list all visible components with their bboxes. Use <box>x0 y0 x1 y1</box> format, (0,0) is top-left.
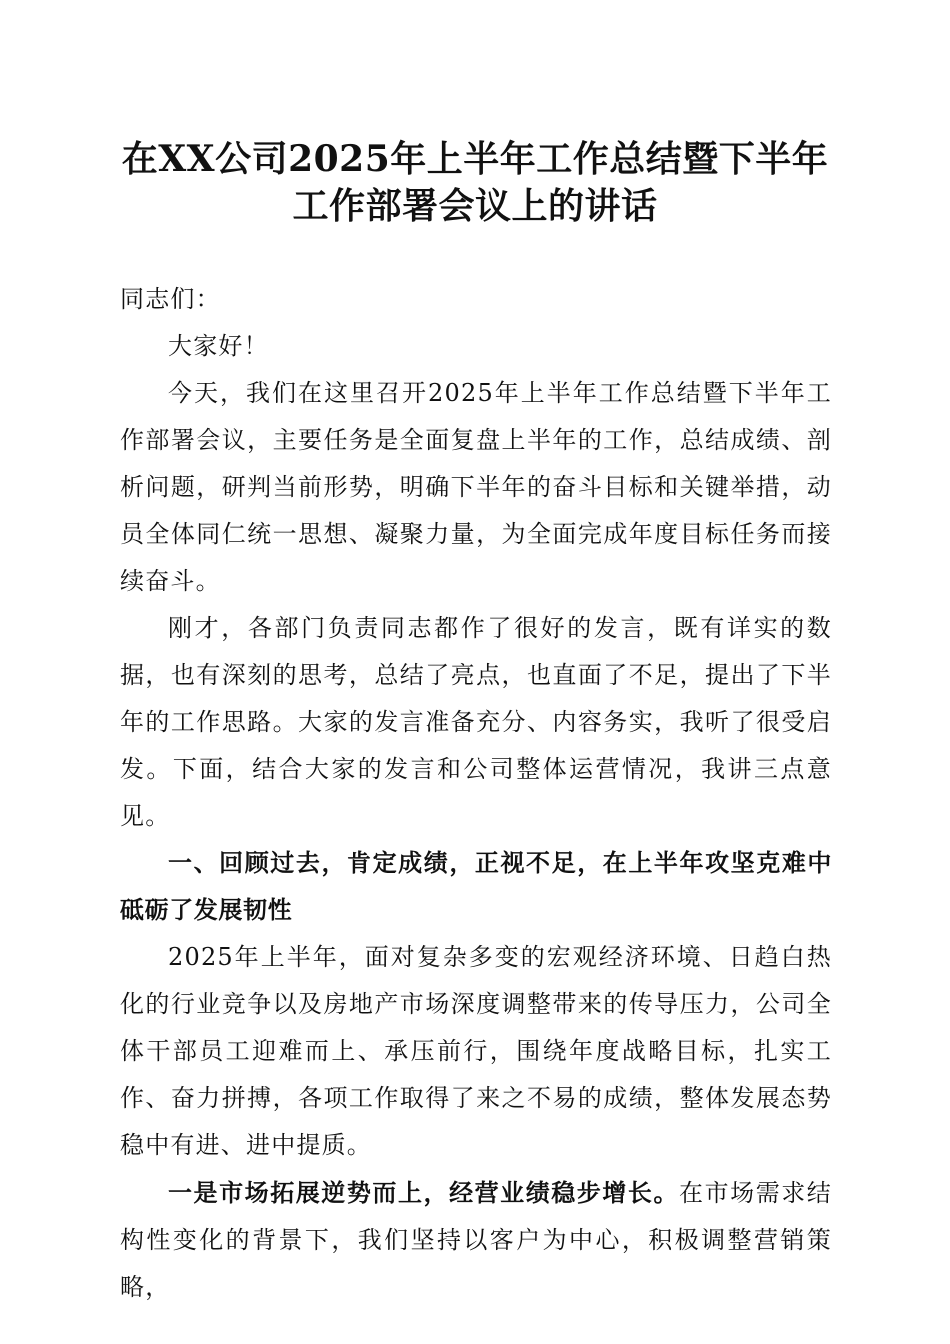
paragraph-opening: 今天，我们在这里召开2025年上半年工作总结暨下半年工作部署会议，主要任务是全面复盘上半年的工作，总结成绩、剖析问题，研判当前形势，明确下半年的奋斗目标和关键举措，动员全体同仁统一思想、凝聚力量，为全面完成年度目标任务而接续奋斗。 <box>120 379 832 595</box>
salutation: 同志们： <box>120 285 221 313</box>
paragraph-review: 2025年上半年，面对复杂多变的宏观经济环境、日趋白热化的行业竞争以及房地产市场深度调整带来的传导压力，公司全体干部员工迎难而上、承压前行，围绕年度战略目标，扎实工作、奋力拼搏，各项工作取得了来之不易的成绩，整体发展态势稳中有进、进中提质。 <box>120 943 832 1159</box>
greeting: 大家好！ <box>168 332 269 360</box>
point-1-lead: 一是市场拓展逆势而上，经营业绩稳步增长。 <box>168 1178 680 1207</box>
paragraph-point-1 <box>120 1169 832 1311</box>
document-body <box>120 276 832 1311</box>
point-1-text: 在市场需求结构性变化的背景下，我们坚持以客户为中心，积极调整营销策略， <box>120 1179 833 1301</box>
section-heading-1: 一、回顾过去，肯定成绩，正视不足，在上半年攻坚克难中砥砺了发展韧性 <box>120 849 832 924</box>
title-line-1: 在XX公司2025年上半年工作总结暨下半年 <box>121 138 829 180</box>
paragraph-remarks: 刚才，各部门负责同志都作了很好的发言，既有详实的数据，也有深刻的思考，总结了亮点，也直面了不足，提出了下半年的工作思路。大家的发言准备充分、内容务实，我听了很受启发。下面，结合大家的发言和公司整体运营情况，我讲三点意见。 <box>120 614 832 830</box>
title-line-2: 工作部署会议上的讲话 <box>292 185 658 227</box>
document-title <box>100 136 850 230</box>
